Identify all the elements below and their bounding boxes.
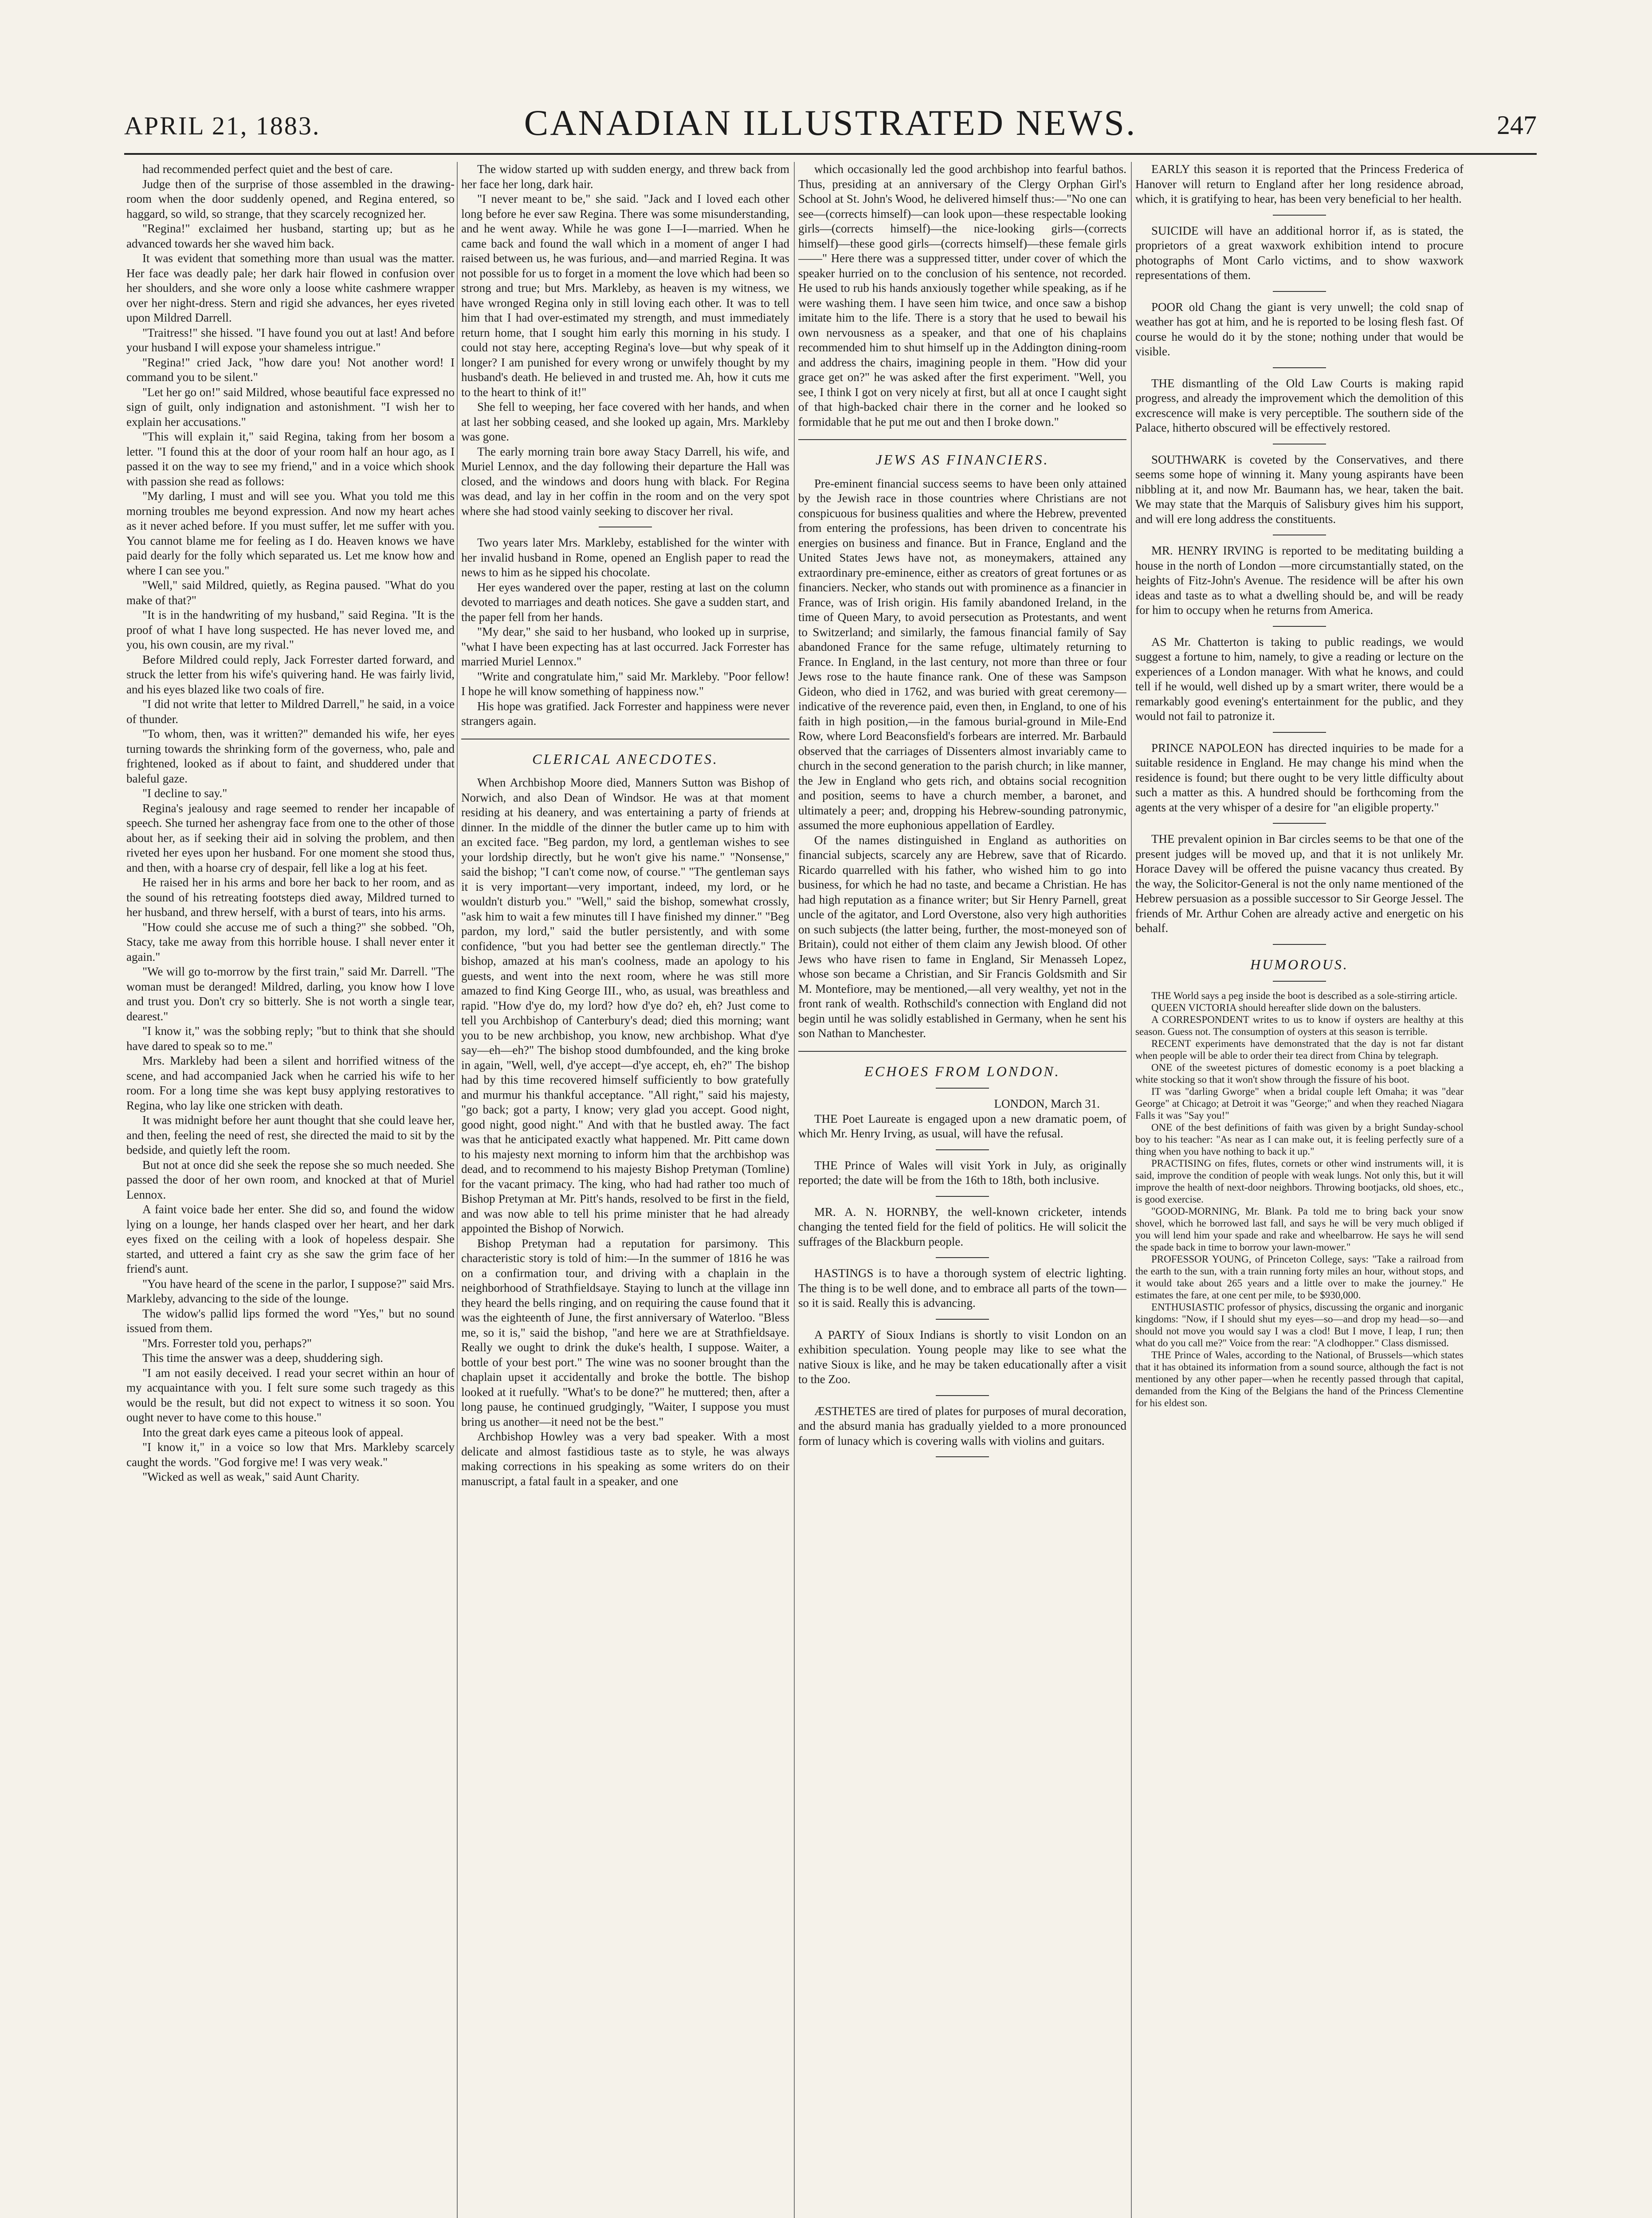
- article-paragraph: Bishop Pretyman had a reputation for parsimony. This characteristic story is told of him:—In the summer of 1816 he was on a confirmation tour, and driving with a chaplain in the neighborhood of Strathfieldsaye. Staying to lunch at the village inn they heard the bells ringing, and on requiring the cause found that it was the eighteenth of June, the first anniversary of Waterloo. "Bless me, so it is," said the bishop, "and here we are at Strathfieldsaye. Really we ought to drink the duke's health, I suppose. Waiter, a bottle of your best port." The wine was no sooner brought than the chaplain upset it accidentally and broke the bottle. The bishop looked at it ruefully. "What's to be done?" he muttered; then, after a long pause, he continued grudgingly, "Waiter, I suppose you must bring us another—it need not be the best.": [461, 1236, 789, 1428]
- section-heading: CLERICAL ANECDOTES.: [532, 751, 718, 767]
- article-paragraph: "Let her go on!" said Mildred, whose beautiful face expressed no sign of guilt, only indignation and astonishment. "I wish her to explain her accusations.": [126, 385, 455, 429]
- article-paragraph: "I know it," was the sobbing reply; "but to think that she should have dared to speak so to me.": [126, 1024, 455, 1053]
- article-paragraph: But not at once did she seek the repose she so much needed. She passed the door of her own room, and knocked at that of Muriel Lennox.: [126, 1158, 455, 1201]
- separator-rule: [1273, 823, 1326, 824]
- separator-rule: [936, 1257, 989, 1258]
- article-paragraph: "My darling, I must and will see you. What you told me this morning troubles me beyond expression. And now my heart aches as it never ached before. If you must suffer, let me suffer with you. You cannot blame me for feeling as I do. Heaven knows we have paid dearly for the folly which separated us. Let me know how and where I can see you.": [126, 489, 455, 577]
- news-item: THE dismantling of the Old Law Courts is making rapid progress, and already the improvement which the demolition of this excrescence will make is very perceptible. The southern side of the Palace, hitherto obscured will be effectively restored.: [1135, 376, 1464, 434]
- article-paragraph: "You have heard of the scene in the parlor, I suppose?" said Mrs. Markleby, advancing to the side of the lounge.: [126, 1277, 455, 1305]
- separator-rule: [1273, 981, 1326, 982]
- news-item: THE Poet Laureate is engaged upon a new dramatic poem, of which Mr. Henry Irving, as usual, will have the refusal.: [798, 1112, 1126, 1140]
- news-item: SUICIDE will have an additional horror if, as is stated, the proprietors of a great waxwork exhibition intend to procure photographs of Mont Carlo victims, and to show waxwork representations of them.: [1135, 224, 1464, 282]
- article-paragraph: "We will go to-morrow by the first train," said Mr. Darrell. "The woman must be deranged! Mildred, darling, you know how I love and trust you. Don't cry so bitterly. She is not worth a single tear, dearest.": [126, 965, 455, 1023]
- article-paragraph: "Write and congratulate him," said Mr. Markleby. "Poor fellow! I hope he will know something of happiness now.": [461, 669, 789, 698]
- article-paragraph: "Regina!" exclaimed her husband, starting up; but as he advanced towards her she waved him back.: [126, 222, 455, 250]
- humor-item: THE World says a peg inside the boot is described as a sole-stirring article.: [1151, 990, 1458, 1001]
- humor-item: PROFESSOR YOUNG, of Princeton College, says: "Take a railroad from the earth to the sun, with a train running forty miles an hour, without stops, and it would take about 265 years and a little over to make the journey." He estimates the fare, at one cent per mile, to be $930,000.: [1135, 1254, 1464, 1301]
- humor-item: THE Prince of Wales, according to the National, of Brussels—which states that it has obtained its information from a sound source, although the fact is not mentioned by any other paper—when he recently passed through that capital, demanded from the King of the Belgians the hand of the Princess Clementine for his eldest son.: [1135, 1349, 1464, 1408]
- article-paragraph: which occasionally led the good archbishop into fearful bathos. Thus, presiding at an anniversary of the Clergy Orphan Girl's School at St. John's Wood, he delivered himself thus:—"No one can see—(corrects himself)—can look upon—these respectable looking girls—(corrects himself)—the nice-looking girls—(corrects himself)—these good girls—(corrects himself)—these female girls——" Here there was a suppressed titter, under cover of which the speaker hurried on to the conclusion of his sentence, not recorded. He used to rub his hands anxiously together while speaking, as if he were washing them. I have seen him twice, and once saw a bishop imitate him to the life. There is a story that he used to bewail his own nervousness as a speaker, and that one of his chaplains recommended him to shut himself up in the Addington dining-room and address the chairs, imagining people in them. "How did your grace get on?" he was asked after the first experiment. "Well, you see, I think I got on very nicely at first, but all at once I caught sight of that high-backed chair there in the corner and he looked so formidable that he put me out and then I broke down.": [798, 162, 1126, 429]
- article-paragraph: "Well," said Mildred, quietly, as Regina paused. "What do you make of that?": [126, 578, 455, 607]
- article-paragraph: "I did not write that letter to Mildred Darrell," he said, in a voice of thunder.: [126, 697, 455, 726]
- news-item: PRINCE NAPOLEON has directed inquiries to be made for a suitable residence in England. He may change his mind when the residence is found; but there ought to be very little difficulty about such a matter as this. A hundred should be forthcoming from the agents at the very whisper of a desire for "an eligible property.": [1135, 741, 1464, 814]
- humorous-items: [1135, 990, 1464, 1409]
- humor-item: "GOOD-MORNING, Mr. Blank. Pa told me to bring back your snow shovel, which he borrowed last fall, and says he will be very much obliged if you will lend him your spade and rake and wheelbarrow. He says he will send the spade back in time to borrow your lawn-mower.": [1135, 1206, 1464, 1253]
- separator-rule: [936, 1088, 989, 1089]
- news-item: THE prevalent opinion in Bar circles seems to be that one of the present judges will be moved up, and that it is not unlikely Mr. Horace Davey will be offered the puisne vacancy thus created. By the way, the Solicitor-General is not the only name mentioned of the Hebrew persuasion as a possible successor to Sir George Jessel. The friends of Mr. Arthur Cohen are already active and energetic on his behalf.: [1135, 832, 1464, 935]
- article-paragraph: Mrs. Markleby had been a silent and horrified witness of the scene, and had accompanied Jack when he carried his wife to her room. For a long time she was kept busy applying restoratives to Regina, who lay like one stricken with death.: [126, 1054, 455, 1112]
- news-item: THE Prince of Wales will visit York in July, as originally reported; the date will be from the 16th to 18th, both inclusive.: [798, 1158, 1126, 1187]
- separator-rule: [1273, 944, 1326, 945]
- issue-date: APRIL 21, 1883.: [124, 111, 321, 140]
- article-paragraph: "I never meant to be," she said. "Jack and I loved each other long before he ever saw Regina. There was some misunderstanding, and he went away. While he was gone I—I—married. When he came back and found the wall which in a moment of anger I had raised between us, he was furious, and—and married Regina. It was not possible for us to forget in a moment the love which had been so strong and true; but Mrs. Markleby, as heaven is my witness, we have wronged Regina only in still loving each other. It was to tell him that I had over-estimated my strength, and must immediately return home, that I sought him early this morning in his study. I could not stay here, accepting Regina's love—but why speak of it longer? I am punished for every wrong or unwifely thought by my husband's death. He believed in and trusted me. Ah, how it cuts me to the heart to think of it!": [461, 192, 789, 399]
- column-1: [126, 162, 455, 2218]
- masthead: [124, 102, 1537, 155]
- humor-item: QUEEN VICTORIA should hereafter slide down on the balusters.: [1151, 1002, 1421, 1013]
- article-paragraph: Archbishop Howley was a very bad speaker. With a most delicate and almost fastidious taste as to style, he was always making corrections in his speaking as some writers do on their manuscript, a fatal fault in a speaker, and one: [461, 1430, 789, 1488]
- news-item: A PARTY of Sioux Indians is shortly to visit London on an exhibition speculation. Young people may like to see what the native Sioux is like, and he may be taken educationally after a visit to the Zoo.: [798, 1328, 1126, 1386]
- separator-rule: [1273, 291, 1326, 292]
- column-3: [798, 162, 1126, 2218]
- column-2: [461, 162, 789, 2218]
- column-divider: [457, 162, 458, 2218]
- article-paragraph: Her eyes wandered over the paper, resting at last on the column devoted to marriages and death notices. She gave a sudden start, and the paper fell from her hands.: [461, 580, 789, 624]
- article-paragraph: Before Mildred could reply, Jack Forrester darted forward, and struck the letter from his wife's quivering hand. He was fairly livid, and his eyes blazed like two coals of fire.: [126, 653, 455, 696]
- article-paragraph: It was evident that something more than usual was the matter. Her face was deadly pale; her dark hair flowed in confusion over her shoulders, and she wore only a loose white cashmere wrapper over her night-dress. Stern and rigid she advances, her eyes riveted upon Mildred Darrell.: [126, 252, 455, 324]
- separator-rule: [1273, 215, 1326, 216]
- article-paragraph: The early morning train bore away Stacy Darrell, his wife, and Muriel Lennox, and the day following their departure the Hall was closed, and the windows and doors hung with black. For Regina was dead, and lay in her coffin in the room and on the very spot where she had stood vainly seeking to discover her rival.: [461, 444, 789, 518]
- article-paragraph: "This will explain it," said Regina, taking from her bosom a letter. "I found this at the door of your room half an hour ago, as I passed it on the way to see my friend," and in a voice which shook with passion she read as follows:: [126, 430, 455, 488]
- article-paragraph: "Regina!" cried Jack, "how dare you! Not another word! I command you to be silent.": [126, 355, 455, 384]
- article-paragraph: Two years later Mrs. Markleby, established for the winter with her invalid husband in Rome, opened an English paper to read the news to him as he sipped his chocolate.: [461, 536, 789, 579]
- news-item: POOR old Chang the giant is very unwell; the cold snap of weather has got at him, and he is reported to be losing flesh fast. Of course he would do it by the stone; nothing under that would be visible.: [1135, 300, 1464, 358]
- section-heading: ECHOES FROM LONDON.: [864, 1063, 1060, 1079]
- separator-rule: [1273, 367, 1326, 368]
- column-divider: [1131, 162, 1132, 2218]
- separator-rule: [798, 1051, 1126, 1052]
- article-paragraph: Regina's jealousy and rage seemed to render her incapable of speech. She turned her ashengray face from one to the other of those about her, as if seeking their aid in solving the problem, and then riveted her eyes upon her husband. For one moment she stood thus, and then, with a hoarse cry of despair, fell like a log at his feet.: [126, 801, 455, 874]
- separator-rule: [1273, 626, 1326, 627]
- news-item: SOUTHWARK is coveted by the Conservatives, and there seems some hope of winning it. Many young aspirants have been nibbling at it, and now Mr. Baumann has, we hear, taken the bait. We may state that the Marquis of Salisbury gives him his support, and will ere long address the constituents.: [1135, 452, 1464, 526]
- article-paragraph: This time the answer was a deep, shuddering sigh.: [142, 1351, 383, 1365]
- dateline: LONDON, March 31.: [994, 1097, 1100, 1110]
- newspaper-title: CANADIAN ILLUSTRATED NEWS.: [524, 102, 1137, 143]
- article-paragraph: "Mrs. Forrester told you, perhaps?": [142, 1336, 312, 1350]
- article-paragraph: The widow's pallid lips formed the word "Yes," but no sound issued from them.: [126, 1306, 455, 1335]
- masthead-rule: [124, 153, 1537, 155]
- news-item: AS Mr. Chatterton is taking to public readings, we would suggest a fortune to him, namely, to give a reading or lecture on the experiences of a London manager. With what he knows, and could tell if he would, well dished up by a smart writer, there would be a remarkably good evening's entertainment for the public, and they would not fail to patronize it.: [1135, 635, 1464, 723]
- separator-rule: [936, 1149, 989, 1150]
- article-paragraph: Judge then of the surprise of those assembled in the drawing-room when the door suddenly opened, and Regina entered, so haggard, so wild, so strange, that they scarcely recognized her.: [126, 177, 455, 220]
- article-paragraph: "How could she accuse me of such a thing?" she sobbed. "Oh, Stacy, take me away from this horrible house. I shall never enter it again.": [126, 920, 455, 963]
- column-divider: [794, 162, 795, 2218]
- article-paragraph: He raised her in his arms and bore her back to her room, and as the sound of his retreating footsteps died away, Mildred turned to her husband, and threw herself, with a burst of tears, into his arms.: [126, 876, 455, 919]
- article-paragraph: The widow started up with sudden energy, and threw back from her face her long, dark hair.: [461, 162, 789, 191]
- article-paragraph: "I am not easily deceived. I read your secret within an hour of my acquaintance with you. I felt sure some such tragedy as this would be the result, but did not expect to witness it so soon. You ought never to have come to this house.": [126, 1366, 455, 1424]
- page-number: 247: [1497, 110, 1537, 140]
- article-paragraph: "To whom, then, was it written?" demanded his wife, her eyes turning towards the shrinking form of the governess, who, pale and frightened, looked as if about to faint, and shuddered under that baleful gaze.: [126, 727, 455, 785]
- humor-item: PRACTISING on fifes, flutes, cornets or other wind instruments will, it is said, improve the condition of people with weak lungs. Not only this, but it will improve the health of next-door neighbors. Throwing bootjacks, old shoes, etc., is good exercise.: [1135, 1158, 1464, 1205]
- article-paragraph: His hope was gratified. Jack Forrester and happiness were never strangers again.: [461, 699, 789, 728]
- column-4: [1135, 162, 1464, 2218]
- article-paragraph: She fell to weeping, her face covered with her hands, and when at last her sobbing ceased, and she looked up again, Mrs. Markleby was gone.: [461, 400, 789, 443]
- humor-item: IT was "darling Gworge" when a bridal couple left Omaha; it was "dear George" at Chicago; at Detroit it was "George;" and when they reached Niagara Falls it was "Say you!": [1135, 1086, 1464, 1121]
- humor-item: ONE of the best definitions of faith was given by a bright Sunday-school boy to his teacher: "As near as I can make out, it is feeling perfectly sure of a thing when you have nothing to back it up.": [1135, 1122, 1464, 1157]
- separator-rule: [798, 439, 1126, 440]
- separator-rule: [1273, 732, 1326, 733]
- separator-rule: [936, 1196, 989, 1197]
- separator-rule: [936, 1395, 989, 1396]
- separator-rule: [936, 1319, 989, 1320]
- news-item: MR. HENRY IRVING is reported to be meditating building a house in the north of London —more circumstantially stated, on the heights of Fitz-John's Avenue. The residence will be after his own ideas and taste as to what a dwelling should be, and will be ready for him to occupy when he returns from America.: [1135, 544, 1464, 617]
- news-item: HASTINGS is to have a thorough system of electric lighting. The thing is to be well done, and to embrace all parts of the town—so it is said. Really this is advancing.: [798, 1266, 1126, 1310]
- humor-item: RECENT experiments have demonstrated that the day is not far distant when people will be able to order their tea direct from China by telegraph.: [1135, 1038, 1464, 1061]
- article-paragraph: Of the names distinguished in England as authorities on financial subjects, scarcely any are Hebrew, save that of Ricardo. Ricardo quarrelled with his father, who wished him to go into business, for which he had no taste, and became a Christian. He has had high reputation as a finance writer; but Sir Henry Parnell, great uncle of the agitator, and Lord Overstone, also very high authorities on such subjects (the latter being, further, the most-moneyed son of Britain), could not either of them claim any Jewish blood. Of other Jews who have risen to fame in England, Sir Menasseh Lopez, whose son became a Christian, and Sir Francis Goldsmith and Sir M. Montefiore, may be mentioned,—all very wealthy, yet not in the front rank of wealth. Rothschild's connection with England did not begin until he was solidly established in Germany, when he sent his son Nathan to Manchester.: [798, 833, 1126, 1040]
- article-paragraph: "Wicked as well as weak," said Aunt Charity.: [142, 1470, 360, 1483]
- article-paragraph: "Traitress!" she hissed. "I have found you out at last! And before your husband I will expose your shameless intrigue.": [126, 326, 455, 354]
- section-heading: JEWS AS FINANCIERS.: [875, 452, 1049, 468]
- separator-rule: [936, 1456, 989, 1457]
- article-paragraph: "I decline to say.": [142, 787, 228, 800]
- humor-item: ONE of the sweetest pictures of domestic economy is a poet blacking a white stocking so that it won't show through the fissure of his boot.: [1135, 1062, 1464, 1085]
- news-item: MR. A. N. HORNBY, the well-known cricketer, intends changing the tented field for the field of politics. He will solicit the suffrages of the Blackburn people.: [798, 1205, 1126, 1248]
- humor-item: ENTHUSIASTIC professor of physics, discussing the organic and inorganic kingdoms: "Now, if I should shut my eyes—so—and drop my head—so—and should not move you would say I was a clod! But I move, I leap, I run; then what do you call me?" Voice from the rear: "A clodhopper." Class dismissed.: [1135, 1302, 1464, 1349]
- article-paragraph: It was midnight before her aunt thought that she could leave her, and then, feeling the need of rest, she directed the maid to sit by the bedside, and quietly left the room.: [126, 1113, 455, 1156]
- article-paragraph: Into the great dark eyes came a piteous look of appeal.: [142, 1425, 404, 1439]
- article-paragraph: A faint voice bade her enter. She did so, and found the widow lying on a lounge, her hands clasped over her heart, and her dark eyes fixed on the ceiling with a look of hopeless despair. She started, and uttered a faint cry as she saw the grim face of her friend's aunt.: [126, 1203, 455, 1275]
- article-paragraph: When Archbishop Moore died, Manners Sutton was Bishop of Norwich, and also Dean of Windsor. He was at that moment residing at his deanery, and was entertaining a party of friends at dinner. In the middle of the dinner the butler came up to him with an excited face. "Beg pardon, my lord, a gentleman wishes to see your lordship directly, but he won't give his name." "Nonsense," said the bishop; "I can't come now, of course." "The gentleman says it is very important—very important, indeed, my lord, or he wouldn't disturb you." "Well," said the bishop, somewhat crossly, "ask him to wait a few minutes till I have finished my dinner." "Beg pardon, my lord," said the butler persistently, and with some confidence, "but you had better see the gentleman directly." The bishop, amazed at his man's coolness, made an apology to his guests, and went into the next room, where he was still more amazed to find King George III., who, as usual, was breathless and rapid. "How d'ye do, my lord? how d'ye do? eh, eh? Just come to tell you Archbishop of Canterbury's dead; died this morning; want you to be new archbishop, you know, new archbishop. What d'ye say—eh—eh?" The bishop stood dumbfounded, and the king broke in again, "Well, well, d'ye accept—d'ye accept, eh, eh?" The bishop had by this time recovered himself sufficiently to bow gratefully and murmur his thankful acceptance. "All right," said his majesty, "go back; got a party, I know; very glad you accept. Good night, good night, good night." And with that he bustled away. The fact was that he anticipated exactly what happened. Mr. Pitt came down to his majesty next morning to inform him that the archbishop was dead, and to recommend to his majesty Bishop Pretyman (Tomline) for the vacant primacy. The king, who had had rather too much of Bishop Pretyman at Mr. Pitt's hands, resolved to be first in the field, and was now able to tell his prime minister that he had already appointed the Bishop of Norwich.: [461, 776, 789, 1235]
- article-paragraph: "It is in the handwriting of my husband," said Regina. "It is the proof of what I have long suspected. He has never loved me, and you, his own cousin, are my rival.": [126, 608, 455, 651]
- section-heading: HUMOROUS.: [1250, 956, 1349, 972]
- article-paragraph: "My dear," she said to her husband, who looked up in surprise, "what I have been expecting has at last occurred. Jack Forrester has married Muriel Lennox.": [461, 625, 789, 668]
- news-item: EARLY this season it is reported that the Princess Frederica of Hanover will return to England after her long residence abroad, which, it is gratifying to hear, has been very beneficial to her health.: [1135, 162, 1464, 205]
- news-item: ÆSTHETES are tired of plates for purposes of mural decoration, and the absurd mania has gradually yielded to a more pronounced form of lunacy which is covering walls with violins and guitars.: [798, 1404, 1126, 1447]
- article-paragraph: had recommended perfect quiet and the best of care.: [142, 162, 393, 176]
- article-paragraph: "I know it," in a voice so low that Mrs. Markleby scarcely caught the words. "God forgive me! I was very weak.": [126, 1440, 455, 1469]
- article-paragraph: Pre-eminent financial success seems to have been only attained by the Jewish race in those countries where Christians are not conspicuous for business qualities and where the Hebrew, prevented from entering the professions, has been driven to concentrate his energies on business and finance. But in France, England and the United States Jews have not, as moneymakers, attained any extraordinary pre-eminence, either as creators of great fortunes or as financiers. Necker, who stands out with prominence as a financier in France, was of Irish origin. His family abandoned Ireland, in the time of Queen Mary, to avoid persecution as Protestants, and went to Switzerland; and similarly, the famous financial family of Say abandoned France for the same refuge, ultimately returning to France. In England, in the last century, not more than three or four Jews rose to the haute finance rank. One of these was Sampson Gideon, who died in 1762, and was buried with great ceremony—indicative of the reverence paid, even then, in England, to one of his faith in high position,—in the famous burial-ground in Mile-End Row, where Lord Beaconsfield's forbears are interred. Mr. Barbauld observed that the carriages of Dissenters almost invariably came to church in the second generation to the parish church; in like manner, the Jew in England who gets rich, and obtains social recognition and position, seems to have a church member, a baronet, and ultimately a peer; and, dropping his Hebrew-sounding patronymic, assumed the more euphonious appellation of Eardley.: [798, 476, 1126, 832]
- humor-item: A CORRESPONDENT writes to us to know if oysters are healthy at this season. Guess not. The consumption of oysters at this season is terrible.: [1135, 1014, 1464, 1037]
